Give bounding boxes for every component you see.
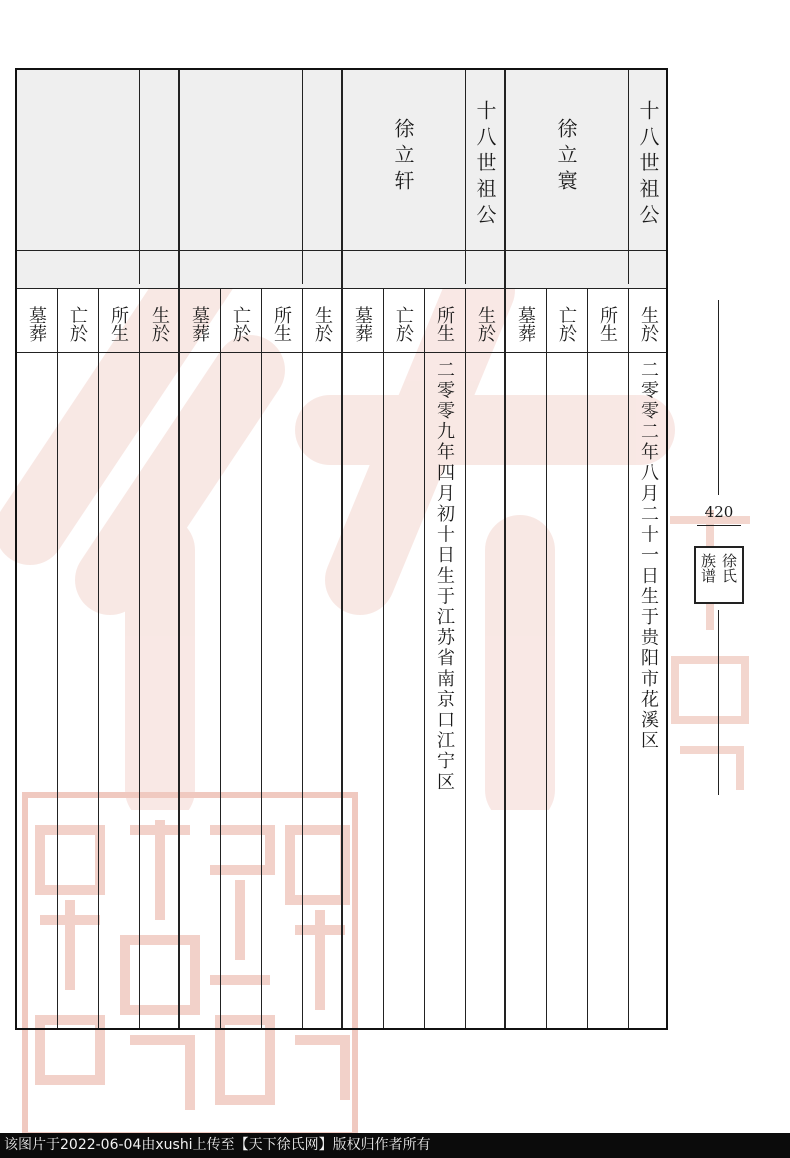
header-subdivider (628, 70, 629, 284)
birth-record: 二零零九年四月初十日生于江苏省南京口江宁区 (434, 360, 455, 793)
col-divider (587, 288, 588, 1028)
footer-copyright: 该图片于2022-06-04由xushi上传至【天下徐氏网】版权归作者所有 (0, 1133, 790, 1158)
person-name: 徐立寰 (554, 118, 578, 196)
col-divider (383, 288, 384, 1028)
col-divider (546, 288, 547, 1028)
label-parent: 所生 (271, 306, 292, 342)
label-died: 亡於 (67, 306, 88, 342)
col-divider (302, 288, 303, 1028)
person-name: 徐立轩 (391, 118, 415, 196)
col-divider (139, 288, 140, 1028)
label-burial: 墓葬 (352, 306, 373, 342)
stamp-line-2: 族谱 (699, 553, 717, 583)
label-born: 生於 (638, 306, 659, 342)
label-burial: 墓葬 (26, 306, 47, 342)
label-died: 亡於 (230, 306, 251, 342)
label-burial: 墓葬 (189, 306, 210, 342)
header-subdivider (465, 70, 466, 284)
label-parent: 所生 (597, 306, 618, 342)
col-divider (220, 288, 221, 1028)
margin-rule-top (718, 300, 719, 495)
xu-family-stamp (694, 546, 744, 604)
label-died: 亡於 (393, 306, 414, 342)
group-divider (504, 70, 506, 1028)
label-born: 生於 (149, 306, 170, 342)
group-divider (178, 70, 180, 1028)
col-divider (465, 288, 466, 1028)
birth-record: 二零零二年八月二十一日生于贵阳市花溪区 (638, 360, 659, 752)
genealogy-table (15, 68, 668, 1030)
col-divider (261, 288, 262, 1028)
col-divider (628, 288, 629, 1028)
col-divider (57, 288, 58, 1028)
watermark-side (660, 500, 760, 800)
generation-title: 十八世祖公 (636, 100, 660, 230)
col-divider (424, 288, 425, 1028)
col-divider (98, 288, 99, 1028)
label-died: 亡於 (556, 306, 577, 342)
label-born: 生於 (312, 306, 333, 342)
page-number: 420 (697, 503, 741, 526)
stamp-line-1: 徐氏 (720, 553, 738, 583)
group-divider (341, 70, 343, 1028)
generation-title: 十八世祖公 (473, 100, 497, 230)
label-parent: 所生 (434, 306, 455, 342)
margin-rule-bottom (718, 610, 719, 795)
header-subdivider (139, 70, 140, 284)
label-burial: 墓葬 (515, 306, 536, 342)
label-parent: 所生 (108, 306, 129, 342)
header-subdivider (302, 70, 303, 284)
label-born: 生於 (475, 306, 496, 342)
